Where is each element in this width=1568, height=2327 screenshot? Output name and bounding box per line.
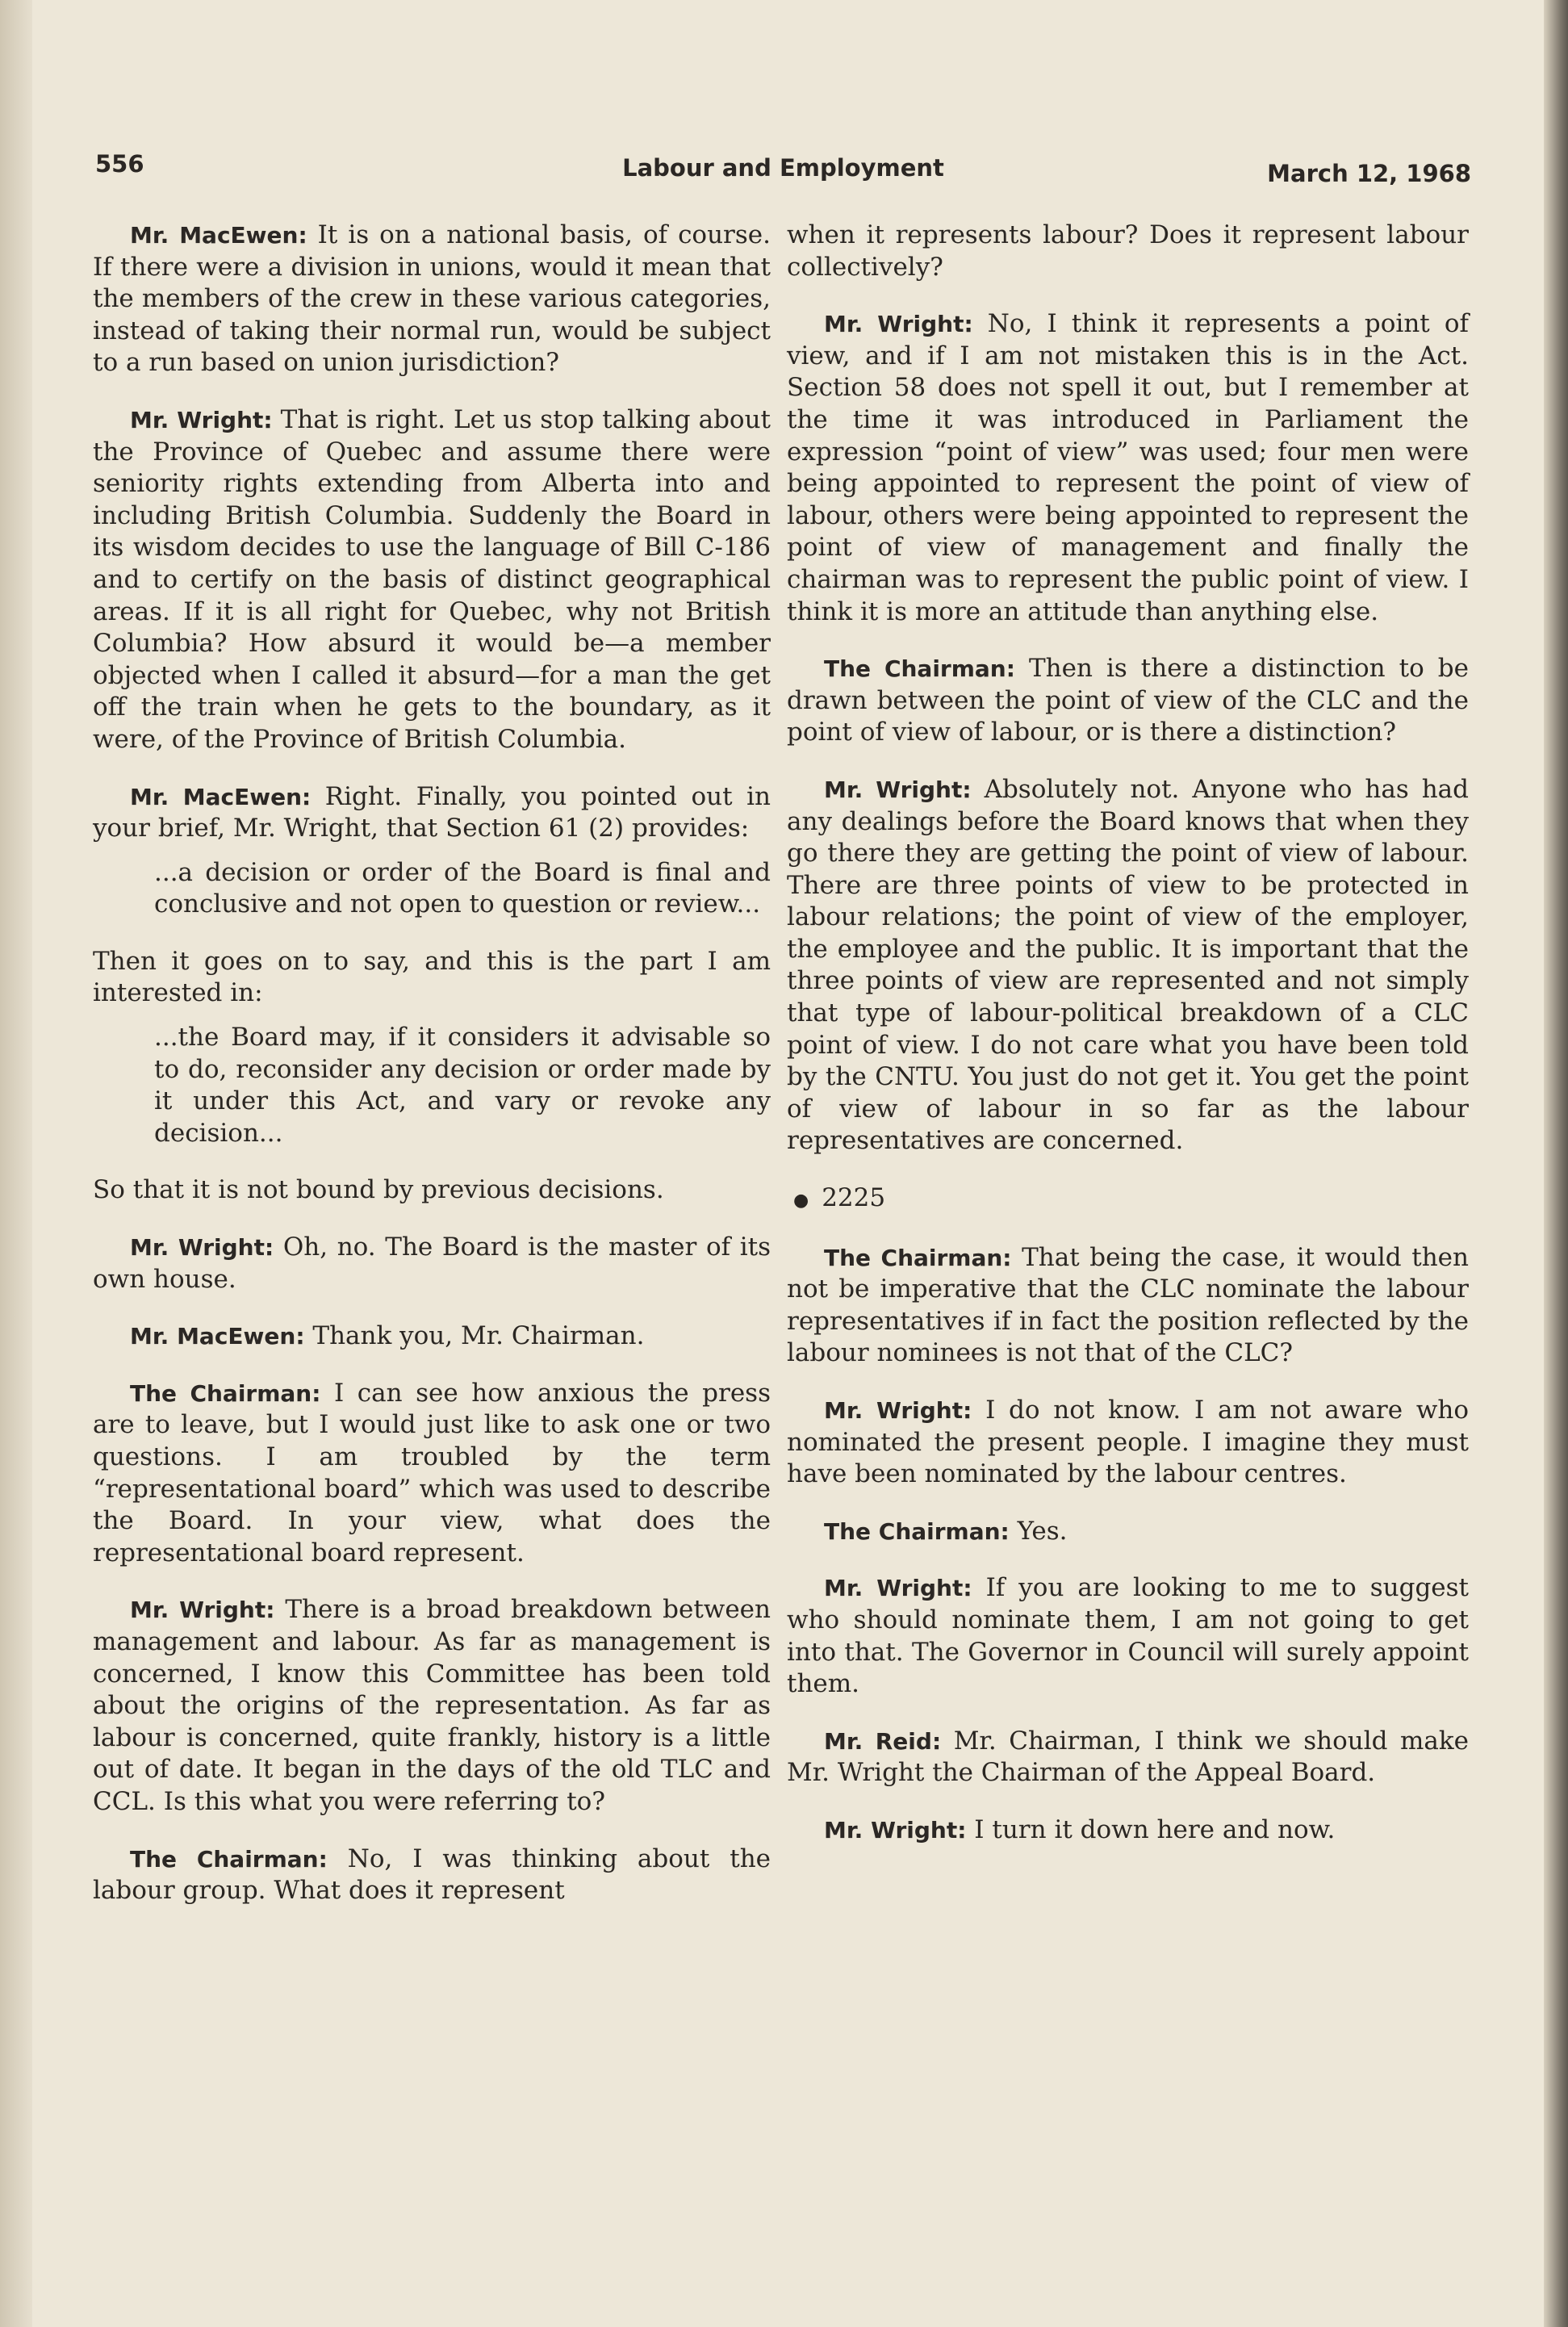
paragraph: So that it is not bound by previous decisions.: [93, 1175, 664, 1205]
speaker-label: The Chairman:: [130, 1845, 328, 1873]
paragraph: [93, 1320, 771, 1353]
speaker-label: Mr. Wright:: [824, 1575, 972, 1602]
speech-text: Yes.: [1017, 1516, 1068, 1546]
speech-text: That is right. Let us stop talking about the Province of Quebec and assume there were seniority rights extending from Alberta into and including British Columbia. Suddenly the Board in its wisdom decides to use the language of Bill C-186 and to certify on the basis of distinct geographical areas. If it is all right for Quebec, why not British Columbia? How absurd it would be—a member objected when I called it absurd—for a man the get off the train when he gets to the boundary, as it were, of the Province of British Columbia.: [93, 404, 771, 754]
speech-text: Thank you, Mr. Chairman.: [312, 1321, 645, 1351]
speech-text: If you are looking to me to suggest who should nominate them, I am not going to get into that. The Governor in Council will surely appoint them.: [787, 1573, 1470, 1699]
left-column: [93, 220, 771, 1932]
paragraph: [787, 1516, 1469, 1548]
paragraph: [93, 404, 771, 756]
speech-text: Mr. Chairman, I think we should make Mr. Wright the Chairman of the Appeal Board.: [787, 1726, 1470, 1788]
page-number: 556: [95, 150, 144, 178]
running-header: [95, 150, 1471, 190]
paragraph-continued: when it represents labour? Does it represent labour collectively?: [787, 220, 1469, 282]
speech-text: I turn it down here and now.: [974, 1814, 1336, 1844]
speaker-label: The Chairman:: [824, 1517, 1010, 1545]
paragraph: [787, 653, 1469, 749]
speech-text: There is a broad breakdown between management and labour. As far as management is concerned, I know this Committee has been told about the origins of the representation. As far as labour is concerned, quite frankly, history is a little out of date. It began in the days of the old TLC and CCL. Is this what you were referring to?: [93, 1595, 771, 1816]
paragraph: [787, 1572, 1469, 1700]
paragraph: [93, 220, 771, 379]
speaker-label: The Chairman:: [130, 1379, 321, 1407]
paragraph: [93, 781, 771, 845]
time-marker-text: 2225: [822, 1183, 886, 1213]
paragraph: [93, 1232, 771, 1295]
running-date: March 12, 1968: [1267, 160, 1471, 187]
speaker-label: Mr. MacEwen:: [130, 222, 307, 249]
running-title: Labour and Employment: [622, 154, 944, 182]
paragraph: [787, 308, 1469, 628]
speaker-label: Mr. MacEwen:: [130, 1323, 305, 1350]
paragraph: [93, 1378, 771, 1570]
speaker-label: Mr. Wright:: [130, 1234, 274, 1262]
speech-text: I can see how anxious the press are to leave, but I would just like to ask one or two questions. I am troubled by the term “representational board” which was used to describe the Board. In your view, what does the representational board represent.: [93, 1378, 771, 1567]
speech-text: That being the case, it would then not be imperative that the CLC nominate the labour representatives if in fact the position reflected by the labour nominees is not that of the CLC?: [787, 1242, 1469, 1368]
speech-text: It is on a national basis, of course. If there were a division in unions, would it mean that the members of the crew in these various categories, instead of taking their normal run, would be subject to a run based on union jurisdiction?: [93, 220, 771, 378]
speaker-label: Mr. Wright:: [824, 311, 973, 338]
speaker-label: Mr. Reid:: [824, 1727, 942, 1755]
quotation: ...the Board may, if it considers it advisable so to do, reconsider any decision or order made by it under this Act, and vary or revoke any decision...: [154, 1023, 771, 1148]
speaker-label: Mr. Wright:: [130, 1597, 275, 1624]
speaker-label: The Chairman:: [824, 655, 1015, 683]
speech-text: Absolutely not. Anyone who has had any dealings before the Board knows that when they go there they are getting the point of view of labour. There are three points of view to be protected in labour relations; the point of view of the employer, the employee and the public. It is important that the three points of view are represented and not simply that type of labour-political breakdown of a CLC point of view. I do not care what you have been told by the CNTU. You just do not get it. You get the point of view of labour in so far as the labour representatives are concerned.: [787, 774, 1470, 1156]
speech-text: Oh, no. The Board is the master of its own house.: [93, 1233, 771, 1294]
speaker-label: Mr. Wright:: [824, 1816, 967, 1844]
speech-text: No, I was thinking about the labour group. What does it represent: [93, 1844, 771, 1906]
bullet-icon: ●: [793, 1191, 809, 1212]
speaker-label: Mr. MacEwen:: [130, 783, 312, 810]
speech-text: No, I think it represents a point of view, and if I am not mistaken this is in the Act. Section 58 does not spell it out, but I remember at the time it was introduced in Parliament the expression “point of view” was used; four men were being appointed to represent the point of view of labour, others were being appointed to represent the point of view of management and finally the chairman was to represent the public point of view. I think it is more an attitude than anything else.: [787, 309, 1469, 626]
quotation: ...a decision or order of the Board is final and conclusive and not open to question or review...: [154, 857, 771, 919]
paragraph: Then it goes on to say, and this is the part I am interested in:: [93, 946, 771, 1008]
speaker-label: Mr. Wright:: [824, 776, 972, 803]
paragraph: [93, 1844, 771, 1907]
paragraph: [787, 1242, 1469, 1370]
speaker-label: The Chairman:: [824, 1244, 1012, 1271]
time-marker: [793, 1182, 1469, 1217]
speaker-label: Mr. Wright:: [130, 406, 273, 433]
speech-text: Then is there a distinction to be drawn between the point of view of the CLC and the point of view of labour, or is there a distinction?: [787, 654, 1469, 747]
right-column: [787, 220, 1469, 1872]
speech-text: I do not know. I am not aware who nominated the present people. I imagine they must have been nominated by the labour centres.: [787, 1396, 1469, 1489]
page-edge-right: [1544, 0, 1568, 2327]
paragraph: [93, 1594, 771, 1818]
page-gutter-left: [0, 0, 32, 2327]
paragraph: [787, 1395, 1469, 1491]
paragraph: [787, 1726, 1469, 1789]
speaker-label: Mr. Wright:: [824, 1397, 972, 1424]
speech-text: Right. Finally, you pointed out in your brief, Mr. Wright, that Section 61 (2) provides:: [93, 781, 771, 843]
paragraph: [787, 1814, 1469, 1847]
paragraph: [787, 774, 1469, 1157]
